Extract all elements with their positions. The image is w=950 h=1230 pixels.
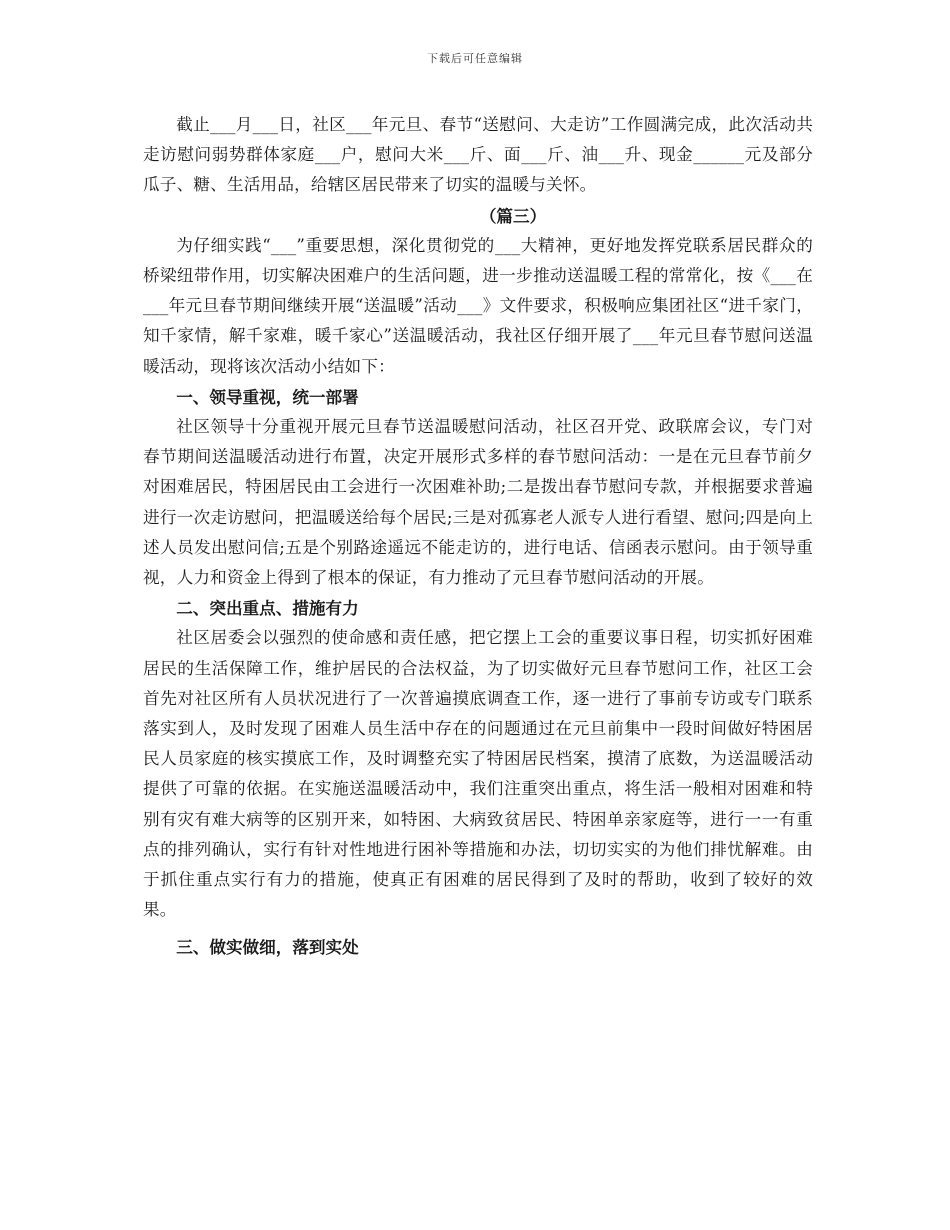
section-title: （篇三） <box>479 205 547 226</box>
paragraph-leadership: 社区领导十分重视开展元旦春节送温暖慰问活动，社区召开党、政联席会议，专门对春节期间送温暖活动进行布置，决定开展形式多样的春节慰问活动：一是在元旦春节前夕对困难居民，特困居民由工会进行一次困难补助;二是拨出春节慰问专款，并根据要求普遍进行一次走访慰问，把温暖送给每个居民;三是对孤寡老人派专人进行看望、慰问;四是向上述人员发出慰问信;五是个别路途遥远不能走访的，进行电话、信函表示慰问。由于领导重视，人力和资金上得到了根本的保证，有力推动了元旦春节慰问活动的开展。 <box>143 417 813 588</box>
document-body <box>143 110 813 963</box>
heading-leadership: 一、领导重视，统一部署 <box>176 386 359 407</box>
paragraph-summary: 截止___月___日，社区___年元旦、春节“送慰问、大走访”工作圆满完成，此次活动共走访慰问弱势群体家庭___户，慰问大米___斤、面___斤、油___升、现金______元及部分瓜子、糖、生活用品，给辖区居民带来了切实的温暖与关怀。 <box>143 115 813 195</box>
heading-implementation: 三、做实做细，落到实处 <box>176 937 359 958</box>
page-header: 下载后可任意编辑 <box>427 52 523 65</box>
paragraph-intro: 为仔细实践“___”重要思想，深化贯彻党的___大精神，更好地发挥党联系居民群众的桥梁纽带作用，切实解决困难户的生活问题，进一步推动送温暖工程的常常化，按《___在___年元旦春节期间继续开展“送温暖”活动___》文件要求，积极响应集团社区“进千家门，知千家情，解千家难，暖千家心”送温暖活动，我社区仔细开展了___年元旦春节慰问送温暖活动，现将该次活动小结如下： <box>143 235 813 376</box>
heading-key-points: 二、突出重点、措施有力 <box>176 598 359 619</box>
paragraph-key-points: 社区居委会以强烈的使命感和责任感，把它摆上工会的重要议事日程，切实抓好困难居民的生活保障工作，维护居民的合法权益，为了切实做好元旦春节慰问工作，社区工会首先对社区所有人员状况进行了一次普遍摸底调查工作，逐一进行了事前专访或专门联系落实到人，及时发现了困难人员生活中存在的问题通过在元旦前集中一段时间做好特困居民人员家庭的核实摸底工作，及时调整充实了特困居民档案，摸清了底数，为送温暖活动提供了可靠的依据。在实施送温暖活动中，我们注重突出重点，将生活一般相对困难和特别有灾有难大病等的区别开来，如特困、大病致贫居民、特困单亲家庭等，进行一一有重点的排列确认，实行有针对性地进行困补等措施和办法，切切实实的为他们排忧解难。由于抓住重点实行有力的措施，使真正有困难的居民得到了及时的帮助，收到了较好的效果。 <box>143 628 813 920</box>
